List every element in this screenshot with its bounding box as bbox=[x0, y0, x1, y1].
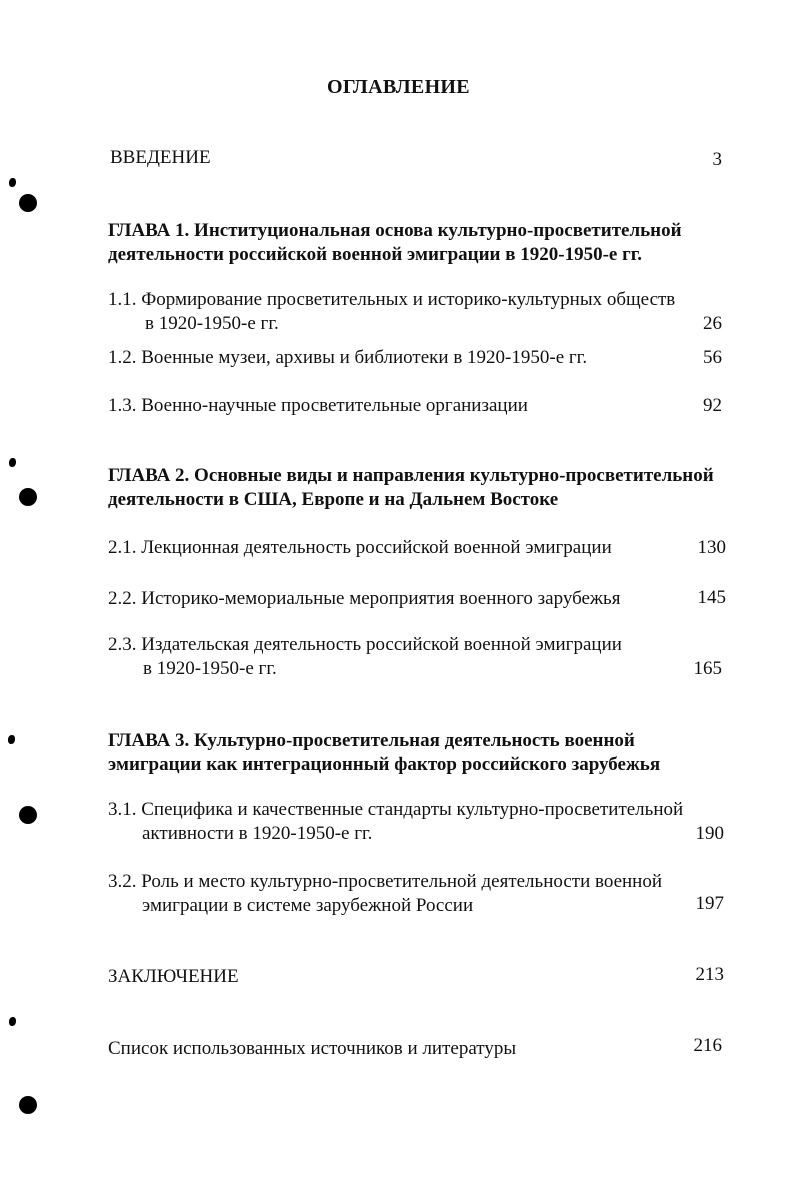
page-title: ОГЛАВЛЕНИЕ bbox=[327, 76, 470, 98]
section-1-1-page: 26 bbox=[703, 313, 722, 334]
punch-hole bbox=[19, 488, 37, 506]
toc-bibliography-label[interactable]: Список использованных источников и литературы bbox=[108, 1038, 517, 1059]
section-3-2-page: 197 bbox=[695, 893, 724, 914]
punch-hole bbox=[19, 194, 37, 212]
section-3-1-line1[interactable]: 3.1. Специфика и качественные стандарты культурно-просветительной bbox=[108, 799, 684, 820]
section-2-3-line2[interactable]: в 1920-1950-е гг. bbox=[143, 658, 277, 679]
section-2-2-line1[interactable]: 2.2. Историко-мемориальные мероприятия военного зарубежья bbox=[108, 588, 621, 609]
toc-bibliography-page: 216 bbox=[693, 1035, 722, 1056]
scan-speck bbox=[9, 1017, 16, 1026]
chapter-3-heading-line1[interactable]: ГЛАВА 3. Культурно-просветительная деятельность военной bbox=[108, 730, 635, 751]
section-1-1-line1[interactable]: 1.1. Формирование просветительных и историко-культурных обществ bbox=[108, 289, 676, 310]
toc-intro-label[interactable]: ВВЕДЕНИЕ bbox=[110, 147, 211, 168]
section-1-1-line2[interactable]: в 1920-1950-е гг. bbox=[145, 313, 279, 334]
chapter-1-heading-line1[interactable]: ГЛАВА 1. Институциональная основа культурно-просветительной bbox=[108, 220, 682, 241]
chapter-2-heading-line2[interactable]: деятельности в США, Европе и на Дальнем Востоке bbox=[108, 489, 559, 510]
punch-hole bbox=[19, 806, 37, 824]
section-1-3-page: 92 bbox=[703, 395, 722, 416]
section-3-1-page: 190 bbox=[695, 823, 724, 844]
section-3-2-line2[interactable]: эмиграции в системе зарубежной России bbox=[142, 895, 474, 916]
scan-speck bbox=[9, 178, 16, 187]
section-2-1-page: 130 bbox=[697, 537, 726, 558]
toc-conclusion-page: 213 bbox=[695, 964, 724, 985]
toc-intro-page: 3 bbox=[712, 149, 722, 170]
section-2-2-page: 145 bbox=[697, 587, 726, 608]
section-2-3-page: 165 bbox=[693, 658, 722, 679]
section-3-2-line1[interactable]: 3.2. Роль и место культурно-просветительной деятельности военной bbox=[108, 871, 663, 892]
scan-speck bbox=[8, 735, 15, 744]
section-2-1-line1[interactable]: 2.1. Лекционная деятельность российской военной эмиграции bbox=[108, 537, 612, 558]
punch-hole bbox=[19, 1096, 37, 1114]
chapter-1-heading-line2[interactable]: деятельности российской военной эмиграции в 1920-1950-е гг. bbox=[108, 244, 642, 265]
section-2-3-line1[interactable]: 2.3. Издательская деятельность российской военной эмиграции bbox=[108, 634, 622, 655]
chapter-2-heading-line1[interactable]: ГЛАВА 2. Основные виды и направления культурно-просветительной bbox=[108, 465, 714, 486]
section-3-1-line2[interactable]: активности в 1920-1950-е гг. bbox=[142, 823, 373, 844]
chapter-3-heading-line2[interactable]: эмиграции как интеграционный фактор российского зарубежья bbox=[108, 754, 661, 775]
section-1-2-page: 56 bbox=[703, 347, 722, 368]
toc-conclusion-label[interactable]: ЗАКЛЮЧЕНИЕ bbox=[108, 966, 239, 987]
section-1-2-line1[interactable]: 1.2. Военные музеи, архивы и библиотеки в 1920-1950-е гг. bbox=[108, 347, 588, 368]
scan-speck bbox=[9, 458, 16, 467]
section-1-3-line1[interactable]: 1.3. Военно-научные просветительные организации bbox=[108, 395, 528, 416]
